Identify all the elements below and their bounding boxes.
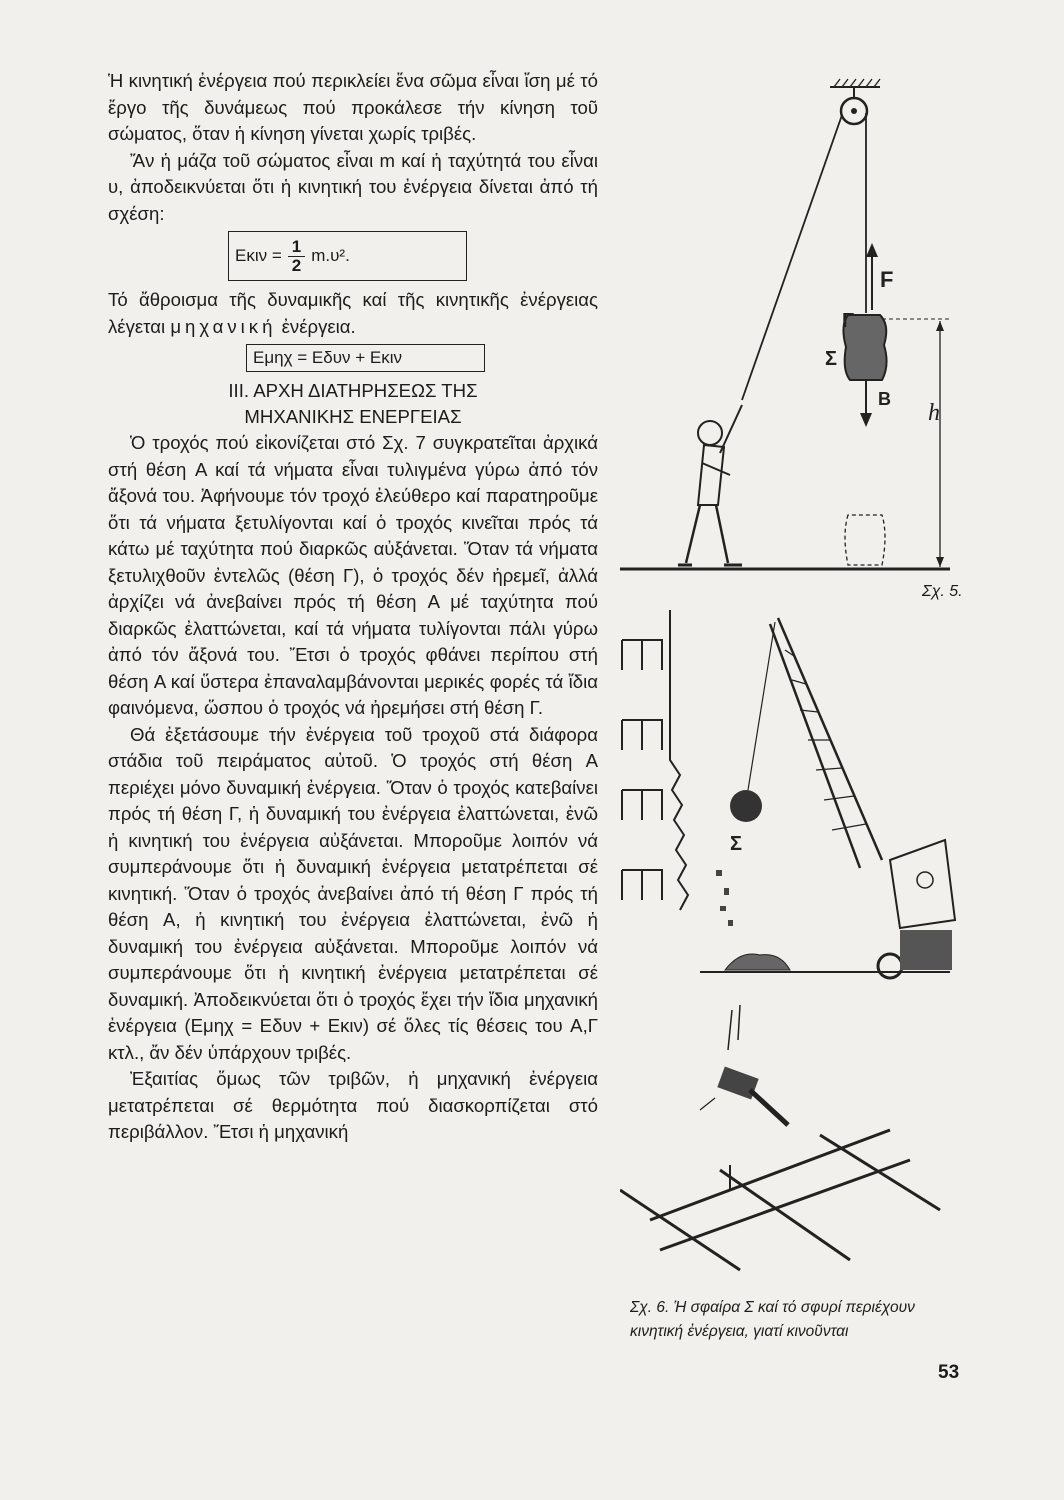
figure-5-pulley [620, 75, 980, 575]
label-sigma: Σ [825, 348, 838, 370]
term-mechanical: μηχανική [170, 315, 277, 337]
section-heading-line1: ΙΙΙ. ΑΡΧΗ ΔΙΑΤΗΡΗΣΕΩΣ ΤΗΣ [228, 380, 478, 401]
fraction-denominator: 2 [291, 255, 302, 275]
paragraph-kinetic-energy-formula-intro: Ἄν ἡ μάζα τοῦ σώματος εἶναι m καί ἡ ταχύτητά του εἶναι υ, ἀποδεικνύεται ὅτι ἡ κινητική του ἐνέργεια δίνεται ἀπό τή σχέση: [108, 149, 598, 224]
label-gamma: Γ [842, 310, 855, 332]
paragraph-wheel-experiment: Ὁ τροχός πού εἰκονίζεται στό Σχ. 7 συγκρατεῖται ἀρχικά στή θέση A καί τά νήματα εἶναι τυλιγμένα γύρω ἀπό τόν ἄξονά του. Ἀφήνουμε τόν τροχό ἐλεύθερο καί παρατηροῦμε ὅτι τά νήματα ξετυλίγονται καί ὁ τροχός κινεῖται πρός τά κάτω μέ ταχύτητα πού διαρκῶς αὐξάνεται. Ὅταν τά νήματα ξετυλιχθοῦν ἐντελῶς (θέση Γ), ὁ τροχός δέν ἠρεμεῖ, ἀλλά ἀρχίζει νά ἀνεβαίνει πρός τή θέση A μέ ταχύτητα πού διαρκῶς ἐλαττώνεται, καί τά νήματα τυλίγονται πάλι γύρω ἀπό τόν ἄξονά του. Ἔτσι ὁ τροχός φθάνει περίπου στή θέση A καί ὕστερα ἐπαναλαμβάνονται μερικές φορές τά ἴδια φαινόμενα, ὥσπου ὁ τροχός νά ἠρεμήσει στή θέση Γ. [108, 432, 598, 718]
equation-rhs: m.υ². [311, 245, 350, 265]
equation-mechanical-energy: Eμηχ = Eδυν + Eκιν [246, 344, 485, 372]
figure-6-caption: Σχ. 6. Ἡ σφαίρα Σ καί τό σφυρί περιέχουν κινητική ἐνέργεια, γιατί κινοῦνται [630, 1299, 915, 1340]
text-column [108, 68, 598, 1146]
paragraph-text-end: ἐνέργεια. [281, 315, 356, 337]
label-height-h: h [928, 400, 940, 426]
label-force-F: F [880, 267, 894, 292]
section-heading-line2: ΜΗΧΑΝΙΚΗΣ ΕΝΕΡΓΕΙΑΣ [244, 406, 462, 427]
fraction-numerator: 1 [288, 238, 305, 257]
equation-lhs: Eκιν = [235, 245, 282, 265]
paragraph-kinetic-energy-definition: Ἡ κινητική ἐνέργεια πού περικλείει ἕνα σῶμα εἶναι ἴση μέ τό ἔργο τῆς δυνάμεως πού προκάλεσε τήν κίνηση τοῦ σώματος, ὅταν ἡ κίνηση γίνεται χωρίς τριβές. [108, 70, 598, 144]
page-number: 53 [938, 1362, 960, 1383]
equation-kinetic-energy [228, 231, 467, 281]
equation-fraction [288, 238, 305, 275]
paragraph-friction: Ἐξαιτίας ὅμως τῶν τριβῶν, ἡ μηχανική ἐνέργεια μετατρέπεται σέ θερμότητα πού διασκορπίζεται στό περιβάλλον. Ἔτσι ἡ μηχανική [108, 1068, 598, 1142]
figure-5-caption: Σχ. 5. [922, 583, 963, 600]
label-weight-B: B [878, 389, 891, 409]
figure-6-crane-hammer [620, 610, 960, 1290]
paragraph-energy-analysis: Θά ἐξετάσουμε τήν ἐνέργεια τοῦ τροχοῦ στά διάφορα στάδια τοῦ πειράματος αὐτοῦ. Ὁ τροχός στή θέση A περιέχει μόνο δυναμική ἐνέργεια. Ὅταν ὁ τροχός κατεβαίνει πρός τή θέση Γ, ἡ δυναμική του ἐνέργεια ἐλαττώνεται, ἐνῶ ἡ κινητική του ἐνέργεια αὐξάνεται. Μποροῦμε λοιπόν νά συμπεράνουμε ὅτι ἡ δυναμική ἐνέργεια μετατρέπεται σέ κινητική. Ὅταν ὁ τροχός ἀνεβαίνει ἀπό τή θέση Γ πρός τή θέση A, ἡ κινητική του ἐνέργεια ἐλαττώνεται, ἐνῶ ἡ δυναμική του ἐνέργεια αὐξάνεται. Μποροῦμε λοιπόν νά συμπεράνουμε ὅτι ἡ κινητική ἐνέργεια μετατρέπεται σέ δυναμική. Ἀποδεικνύεται ὅτι ὁ τροχός ἔχει τήν ἴδια μηχανική ἐνέργεια (Eμηχ = Eδυν + Eκιν) σέ ὅλες τίς θέσεις του A,Γ κτλ., ἄν δέν ὑπάρχουν τριβές. [108, 723, 598, 1063]
label-ball-sigma: Σ [730, 833, 743, 855]
paragraph-mechanical-energy-definition [108, 287, 598, 340]
paragraph-text: Τό ἄθροισμα τῆς δυναμικῆς καί τῆς κινητικῆς ἐνέργειας λέγεται [108, 289, 598, 337]
